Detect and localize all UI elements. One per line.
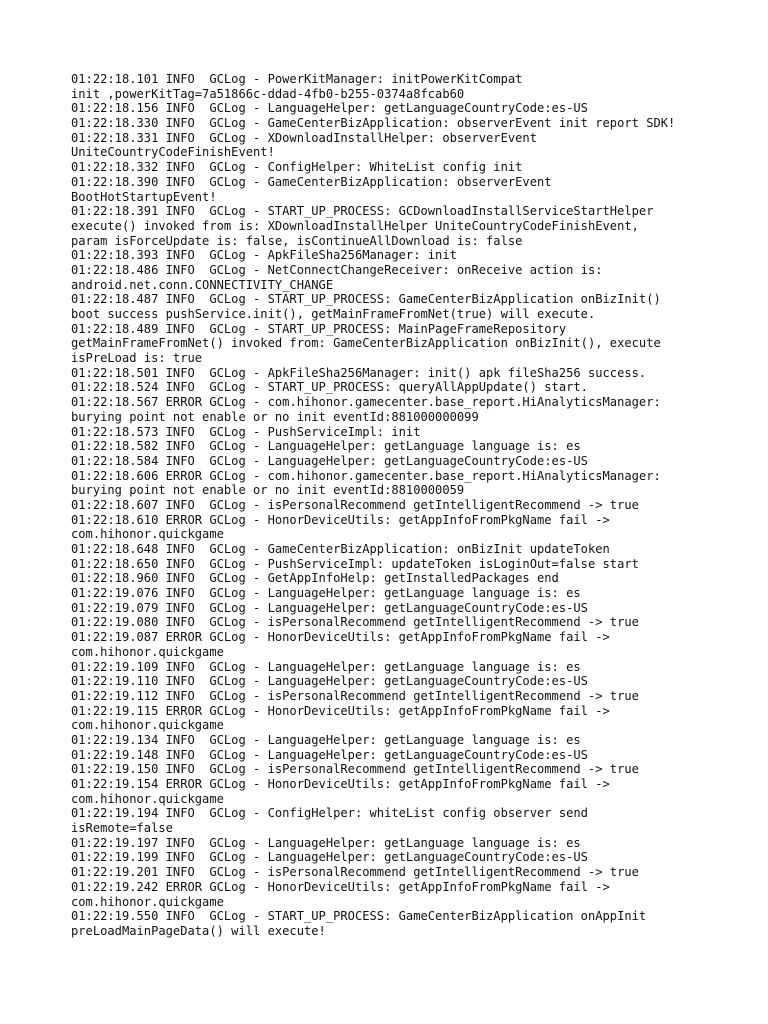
log-line: 01:22:18.606 ERROR GCLog - com.hihonor.gamecenter.base_report.HiAnalyticsManager: bbox=[71, 468, 661, 483]
log-line: 01:22:18.567 ERROR GCLog - com.hihonor.gamecenter.base_report.HiAnalyticsManager: bbox=[71, 395, 661, 410]
log-line: 01:22:19.201 INFO GCLog - isPersonalRecommend getIntelligentRecommend -> true bbox=[71, 865, 639, 880]
log-line: 01:22:19.194 INFO GCLog - ConfigHelper: whiteList config observer send bbox=[71, 806, 588, 821]
log-line: 01:22:19.550 INFO GCLog - START_UP_PROCESS: GameCenterBizApplication onAppInit bbox=[71, 909, 647, 924]
log-line: 01:22:19.112 INFO GCLog - isPersonalRecommend getIntelligentRecommend -> true bbox=[71, 688, 639, 703]
log-line: 01:22:19.087 ERROR GCLog - HonorDeviceUtils: getAppInfoFromPkgName fail -> bbox=[71, 630, 610, 645]
log-line: preLoadMainPageData() will execute! bbox=[71, 923, 326, 938]
log-line: 01:22:19.080 INFO GCLog - isPersonalRecommend getIntelligentRecommend -> true bbox=[71, 615, 639, 630]
log-line: 01:22:18.393 INFO GCLog - ApkFileSha256Manager: init bbox=[71, 248, 457, 263]
log-line: 01:22:18.610 ERROR GCLog - HonorDeviceUtils: getAppInfoFromPkgName fail -> bbox=[71, 512, 610, 527]
log-line: 01:22:19.148 INFO GCLog - LanguageHelper: getLanguageCountryCode:es-US bbox=[71, 747, 588, 762]
log-line: 01:22:19.076 INFO GCLog - LanguageHelper: getLanguage language is: es bbox=[71, 586, 581, 601]
log-line: 01:22:18.101 INFO GCLog - PowerKitManager: initPowerKitCompat bbox=[71, 72, 523, 86]
log-line: getMainFrameFromNet() invoked from: GameCenterBizApplication onBizInit(), execute bbox=[71, 336, 661, 351]
log-line: init ,powerKitTag=7a51866c-ddad-4fb0-b255-0374a8fcab60 bbox=[71, 86, 465, 101]
log-line: 01:22:19.079 INFO GCLog - LanguageHelper: getLanguageCountryCode:es-US bbox=[71, 600, 588, 615]
log-line: 01:22:18.582 INFO GCLog - LanguageHelper: getLanguage language is: es bbox=[71, 439, 581, 454]
log-line: 01:22:18.648 INFO GCLog - GameCenterBizApplication: onBizInit updateToken bbox=[71, 542, 610, 556]
log-text-block bbox=[71, 72, 711, 939]
log-line: android.net.conn.CONNECTIVITY_CHANGE bbox=[71, 277, 334, 292]
log-line: 01:22:18.391 INFO GCLog - START_UP_PROCESS: GCDownloadInstallServiceStartHelper bbox=[71, 204, 654, 219]
log-line: com.hihonor.quickgame bbox=[71, 718, 224, 733]
log-line: 01:22:19.197 INFO GCLog - LanguageHelper: getLanguage language is: es bbox=[71, 835, 581, 850]
log-line: burying point not enable or no init eventId:881000000099 bbox=[71, 409, 479, 424]
log-line: 01:22:18.960 INFO GCLog - GetAppInfoHelp: getInstalledPackages end bbox=[71, 571, 559, 586]
log-line: isRemote=false bbox=[71, 821, 173, 836]
log-line: com.hihonor.quickgame bbox=[71, 791, 224, 806]
log-line: 01:22:19.134 INFO GCLog - LanguageHelper: getLanguage language is: es bbox=[71, 732, 581, 747]
log-line: isPreLoad is: true bbox=[71, 351, 203, 366]
log-line: 01:22:18.156 INFO GCLog - LanguageHelper: getLanguageCountryCode:es-US bbox=[71, 101, 588, 116]
log-line: 01:22:18.489 INFO GCLog - START_UP_PROCESS: MainPageFrameRepository bbox=[71, 321, 567, 336]
log-line: 01:22:18.390 INFO GCLog - GameCenterBizApplication: observerEvent bbox=[71, 174, 552, 189]
log-line: 01:22:18.330 INFO GCLog - GameCenterBizApplication: observerEvent init report SDK! bbox=[71, 116, 676, 131]
log-line: 01:22:19.150 INFO GCLog - isPersonalRecommend getIntelligentRecommend -> true bbox=[71, 762, 639, 777]
log-line: 01:22:19.242 ERROR GCLog - HonorDeviceUtils: getAppInfoFromPkgName fail -> bbox=[71, 879, 610, 894]
log-line: 01:22:18.607 INFO GCLog - isPersonalRecommend getIntelligentRecommend -> true bbox=[71, 497, 639, 512]
log-line: burying point not enable or no init eventId:8810000059 bbox=[71, 483, 465, 498]
log-line: 01:22:18.584 INFO GCLog - LanguageHelper: getLanguageCountryCode:es-US bbox=[71, 453, 588, 468]
log-line: 01:22:18.650 INFO GCLog - PushServiceImpl: updateToken isLoginOut=false start bbox=[71, 556, 639, 571]
log-line: com.hihonor.quickgame bbox=[71, 894, 224, 909]
log-line: execute() invoked from is: XDownloadInstallHelper UniteCountryCodeFinishEvent, bbox=[71, 218, 639, 233]
log-line: 01:22:19.199 INFO GCLog - LanguageHelper: getLanguageCountryCode:es-US bbox=[71, 850, 588, 865]
log-line: 01:22:18.332 INFO GCLog - ConfigHelper: WhiteList config init bbox=[71, 160, 523, 175]
log-line: UniteCountryCodeFinishEvent! bbox=[71, 145, 275, 160]
log-line: 01:22:19.115 ERROR GCLog - HonorDeviceUtils: getAppInfoFromPkgName fail -> bbox=[71, 703, 610, 718]
log-line: param isForceUpdate is: false, isContinueAllDownload is: false bbox=[71, 233, 523, 248]
log-line: 01:22:18.501 INFO GCLog - ApkFileSha256Manager: init() apk fileSha256 success. bbox=[71, 365, 647, 380]
log-line: BootHotStartupEvent! bbox=[71, 189, 217, 204]
log-line: 01:22:19.109 INFO GCLog - LanguageHelper: getLanguage language is: es bbox=[71, 659, 581, 674]
log-line: 01:22:18.524 INFO GCLog - START_UP_PROCESS: queryAllAppUpdate() start. bbox=[71, 380, 588, 395]
log-line: 01:22:18.573 INFO GCLog - PushServiceImpl: init bbox=[71, 424, 421, 439]
log-line: com.hihonor.quickgame bbox=[71, 644, 224, 659]
log-line: com.hihonor.quickgame bbox=[71, 527, 224, 542]
log-line: 01:22:18.486 INFO GCLog - NetConnectChangeReceiver: onReceive action is: bbox=[71, 262, 603, 277]
log-line: 01:22:18.331 INFO GCLog - XDownloadInstallHelper: observerEvent bbox=[71, 130, 537, 145]
log-line: 01:22:19.110 INFO GCLog - LanguageHelper: getLanguageCountryCode:es-US bbox=[71, 674, 588, 689]
log-line: 01:22:19.154 ERROR GCLog - HonorDeviceUtils: getAppInfoFromPkgName fail -> bbox=[71, 777, 610, 791]
log-line: 01:22:18.487 INFO GCLog - START_UP_PROCESS: GameCenterBizApplication onBizInit() bbox=[71, 292, 661, 307]
log-line: boot success pushService.init(), getMainFrameFromNet(true) will execute. bbox=[71, 307, 596, 321]
